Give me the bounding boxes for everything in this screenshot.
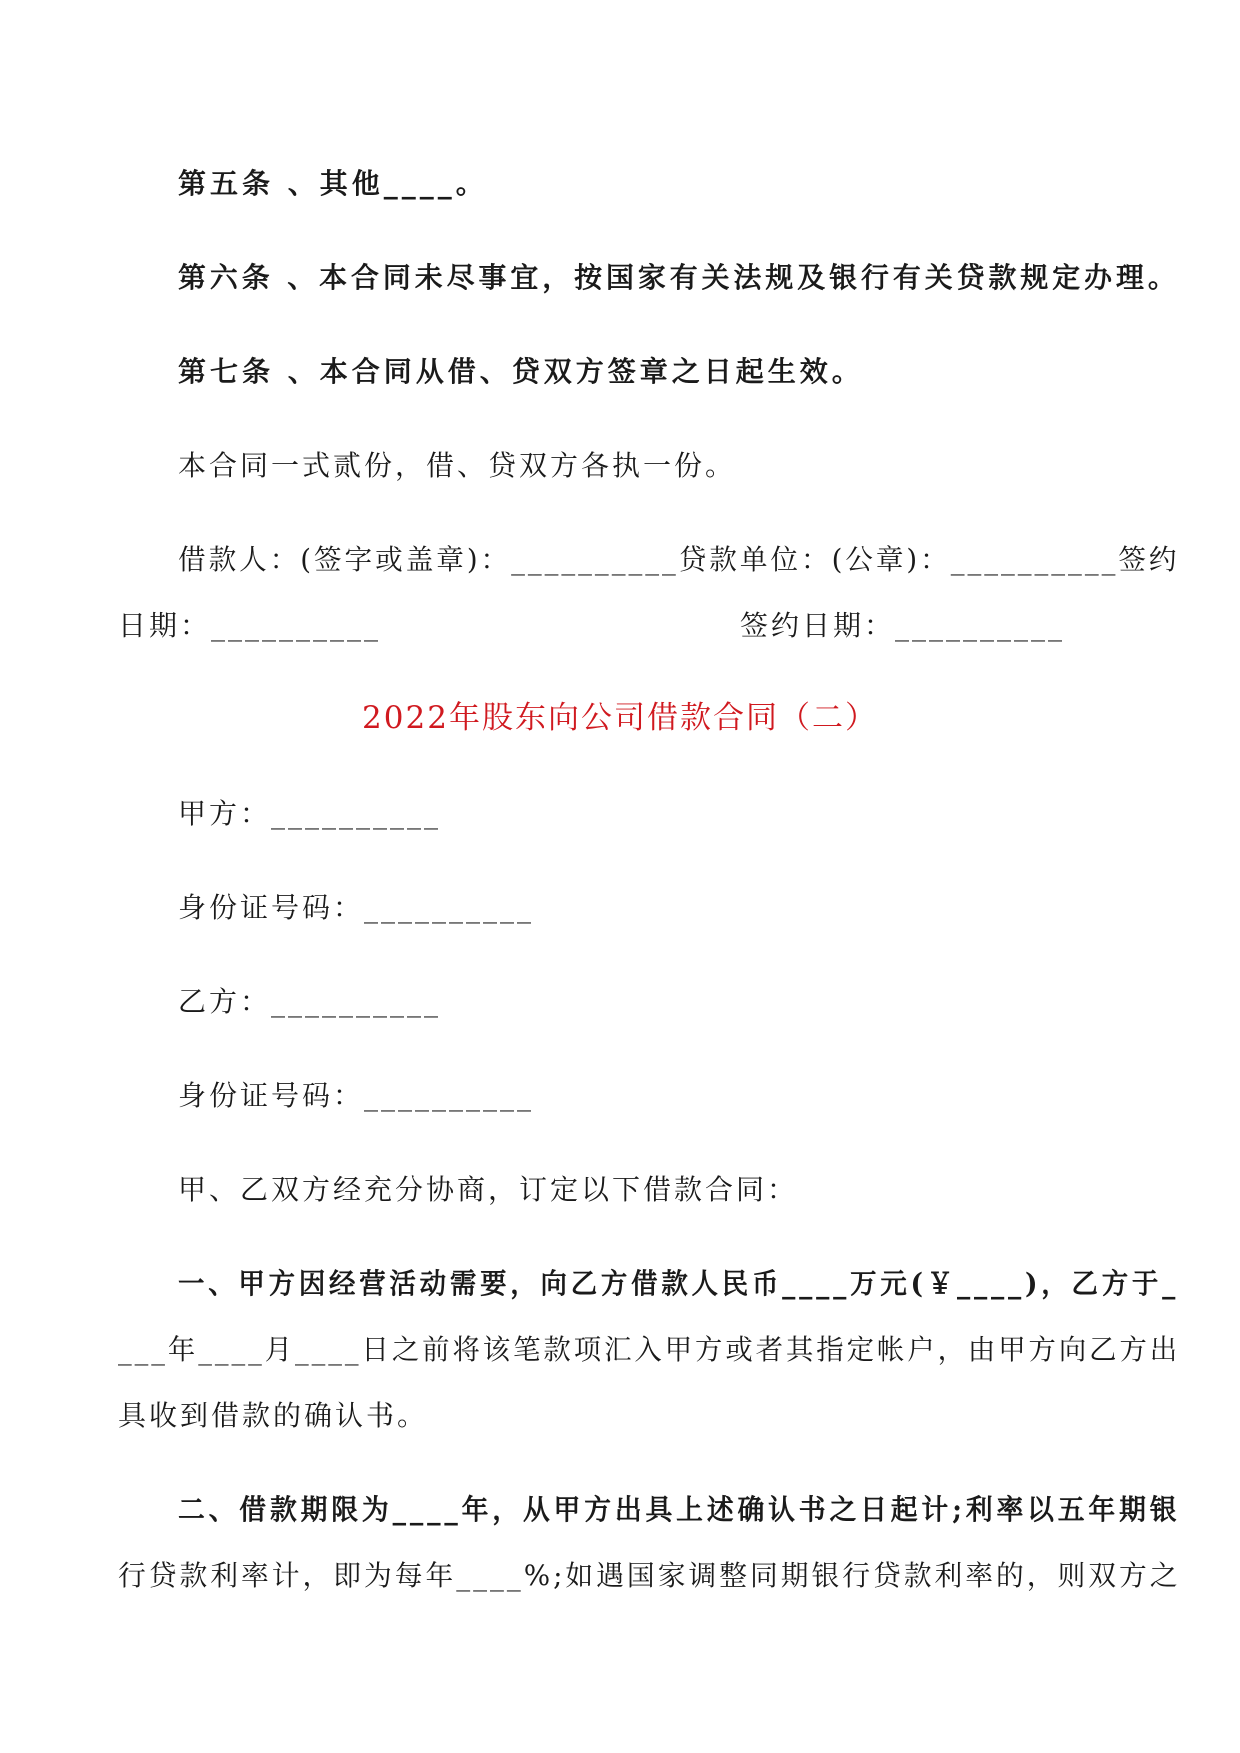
clause-2-line-1: 二、借款期限为____年，从甲方出具上述确认书之日起计;利率以五年期银 xyxy=(178,1493,1181,1526)
signature-date-left: 日期：__________ xyxy=(118,609,382,642)
article-6: 第六条 、本合同未尽事宜，按国家有关法规及银行有关贷款规定办理。 xyxy=(178,261,1180,294)
agreement-intro: 甲、乙双方经充分协商，订定以下借款合同： xyxy=(178,1173,799,1206)
signature-date-right: 签约日期：__________ xyxy=(740,609,1066,642)
article-7: 第七条 、本合同从借、贷双方签章之日起生效。 xyxy=(178,355,864,388)
copies-note: 本合同一式贰份，借、贷双方各执一份。 xyxy=(178,449,737,482)
clause-1-line-1: 一、甲方因经营活动需要，向乙方借款人民币____万元(￥____)，乙方于_ xyxy=(178,1267,1180,1300)
party-a-id: 身份证号码：__________ xyxy=(178,891,535,924)
party-a: 甲方：__________ xyxy=(178,797,442,830)
party-b: 乙方：__________ xyxy=(178,985,442,1018)
article-5: 第五条 、其他____。 xyxy=(178,167,488,200)
contract-title: 2022年股东向公司借款合同（二） xyxy=(362,700,878,736)
clause-2-line-2: 行贷款利率计，即为每年____%;如遇国家调整同期银行贷款利率的，则双方之 xyxy=(118,1559,1181,1592)
clause-1-line-2: ___年____月____日之前将该笔款项汇入甲方或者其指定帐户，由甲方向乙方出 xyxy=(118,1333,1181,1366)
party-b-id: 身份证号码：__________ xyxy=(178,1079,535,1112)
signature-line-1: 借款人：(签字或盖章)：__________贷款单位：(公章)：__________签约 xyxy=(178,543,1180,576)
clause-1-line-3: 具收到借款的确认书。 xyxy=(118,1399,429,1432)
